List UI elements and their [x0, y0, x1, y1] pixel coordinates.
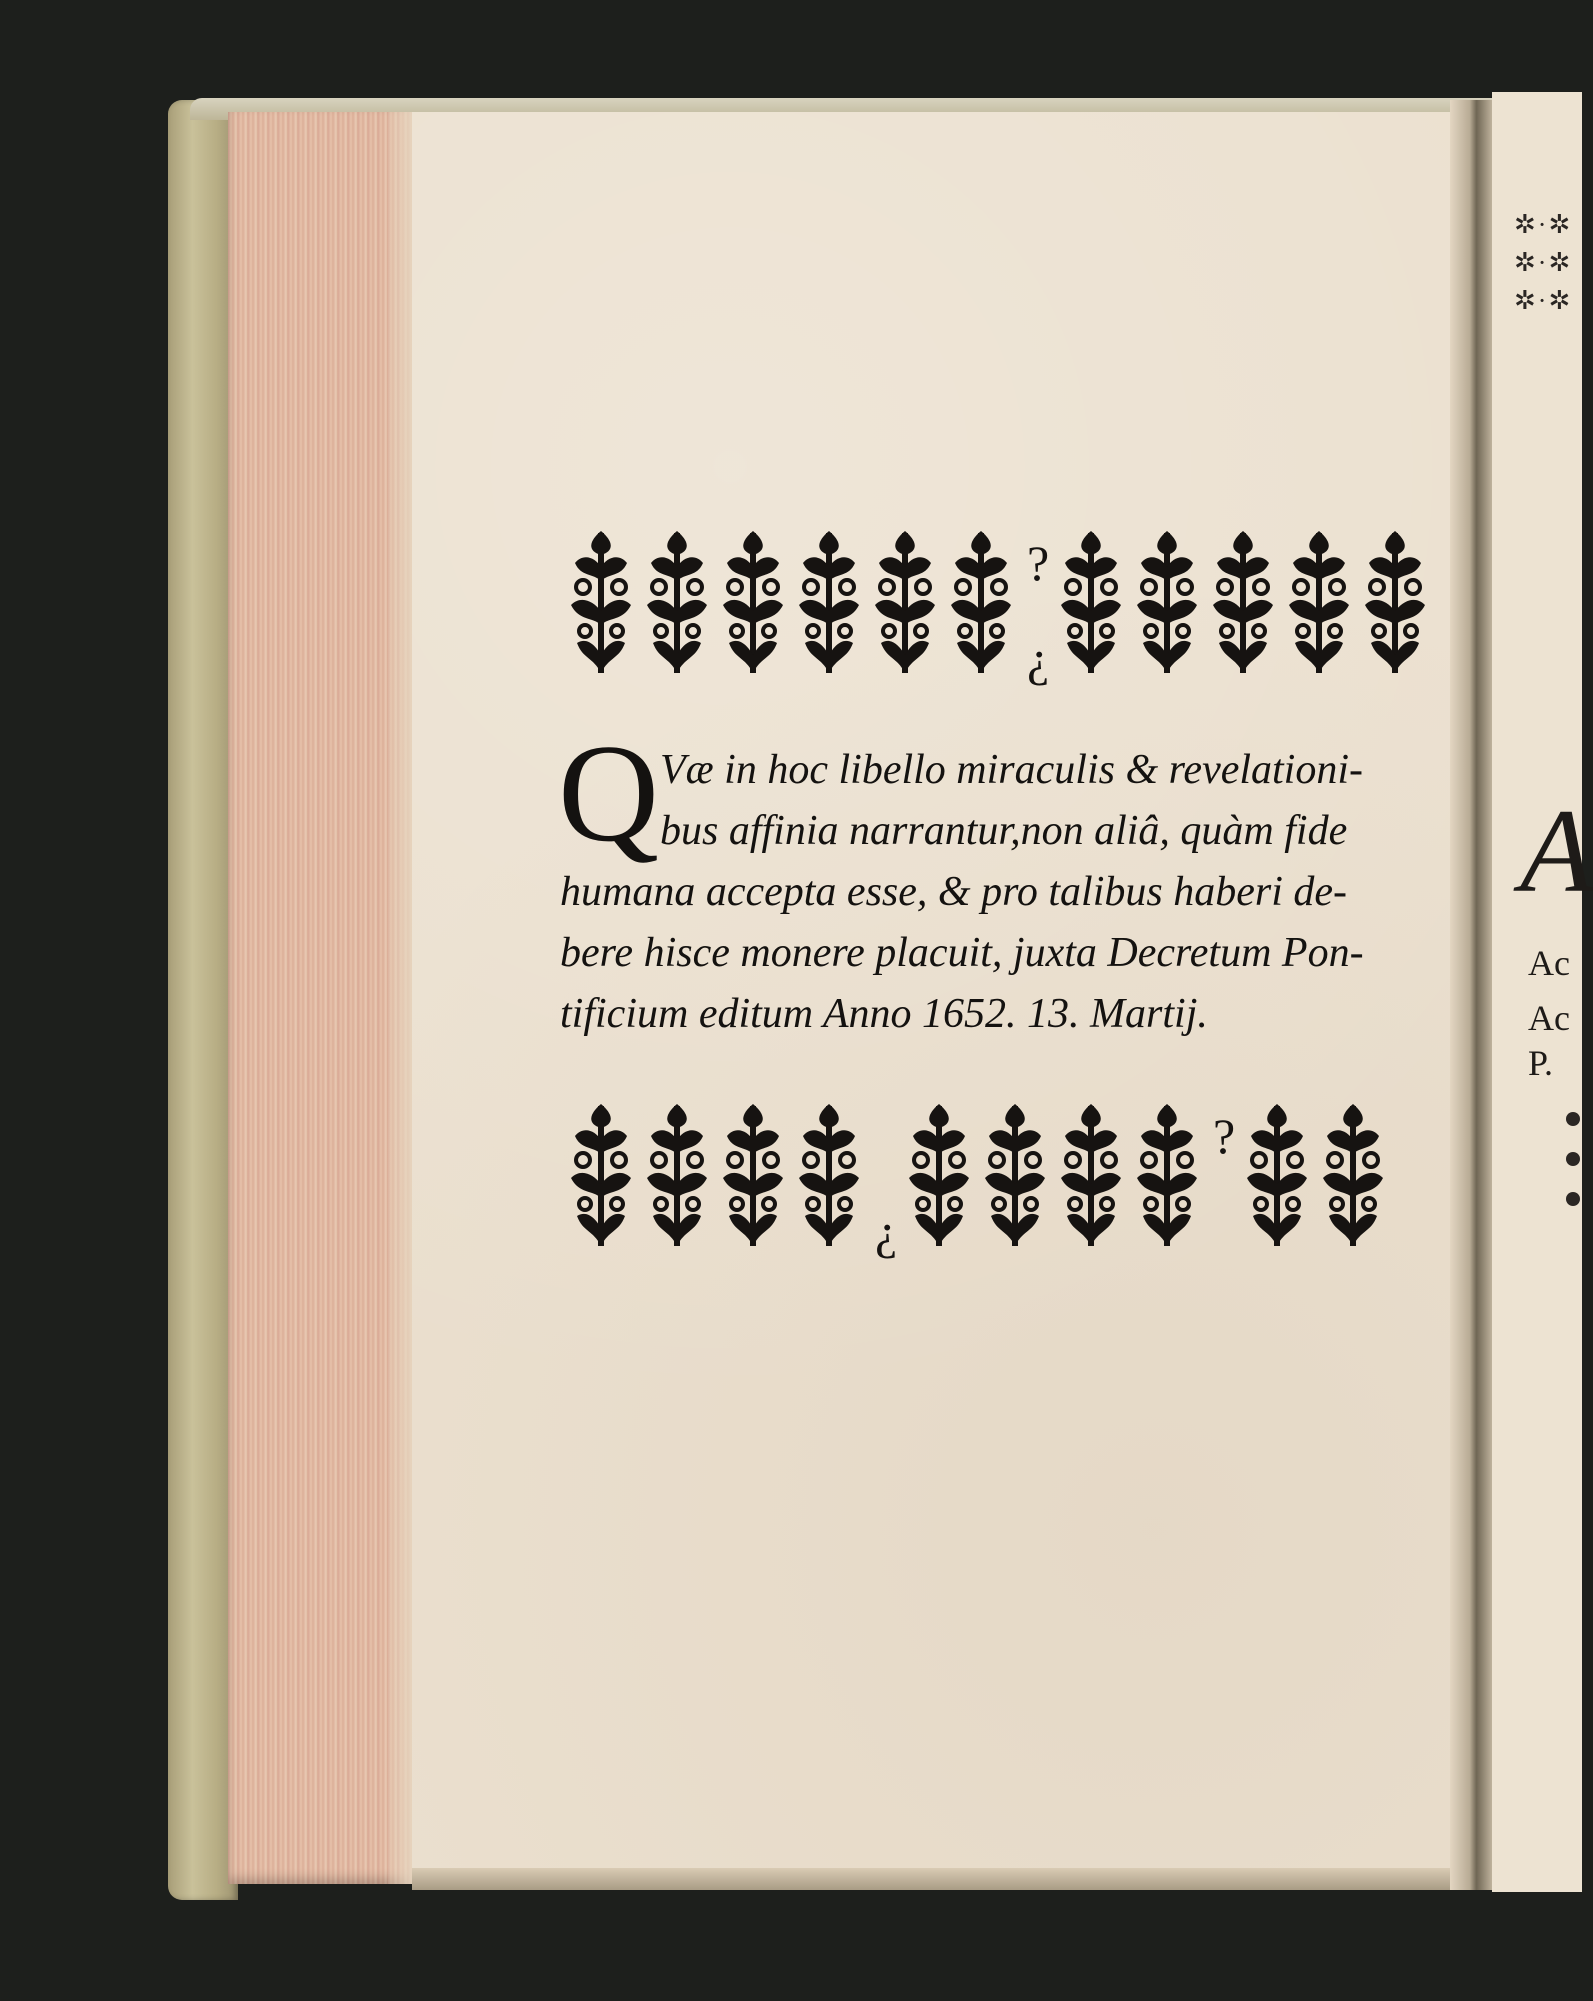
svg-text:¿: ¿: [875, 1203, 898, 1259]
svg-text:¿: ¿: [1027, 630, 1050, 686]
right-page-text-fragment: Ac: [1528, 998, 1570, 1038]
ornament-row-icon: ✲·✲: [1514, 248, 1573, 277]
fleuron-border-icon: [565, 525, 1435, 685]
page-bottom-edge: [412, 1868, 1472, 1890]
text-line: bus affinia narrantur,non aliâ, quàm fide: [660, 808, 1348, 854]
text-line: Væ in hoc libello miraculis & revelationi-: [660, 747, 1364, 793]
right-page-text-fragment: P.: [1528, 1043, 1554, 1083]
page-fore-edges: [228, 112, 418, 1884]
text-fragment-mark: [1566, 1192, 1580, 1206]
svg-text:?: ?: [1213, 1108, 1236, 1164]
right-page-initial: A: [1520, 784, 1593, 917]
notice-paragraph: [558, 716, 1440, 1045]
right-page-text-fragment: Ac: [1528, 943, 1570, 983]
book-gutter: [1450, 100, 1494, 1890]
svg-text:?: ?: [1027, 535, 1050, 591]
ornament-row-icon: ✲·✲: [1514, 210, 1573, 239]
bottom-ornament-band: [565, 1098, 1435, 1258]
right-page-fragment: [1492, 92, 1593, 1892]
top-ornament-band: [565, 525, 1435, 685]
ornament-row-icon: ✲·✲: [1514, 286, 1573, 315]
drop-cap: Q: [558, 716, 660, 871]
text-fragment-mark: [1566, 1152, 1580, 1166]
text-fragment-mark: [1566, 1112, 1580, 1126]
text-line: tificium editum Anno 1652. 13. Martij.: [560, 991, 1208, 1037]
text-line: bere hisce monere placuit, juxta Decretum Pon-: [560, 930, 1364, 976]
fleuron-border-icon: [565, 1098, 1435, 1258]
text-line: humana accepta esse, & pro talibus haberi de-: [560, 869, 1347, 915]
